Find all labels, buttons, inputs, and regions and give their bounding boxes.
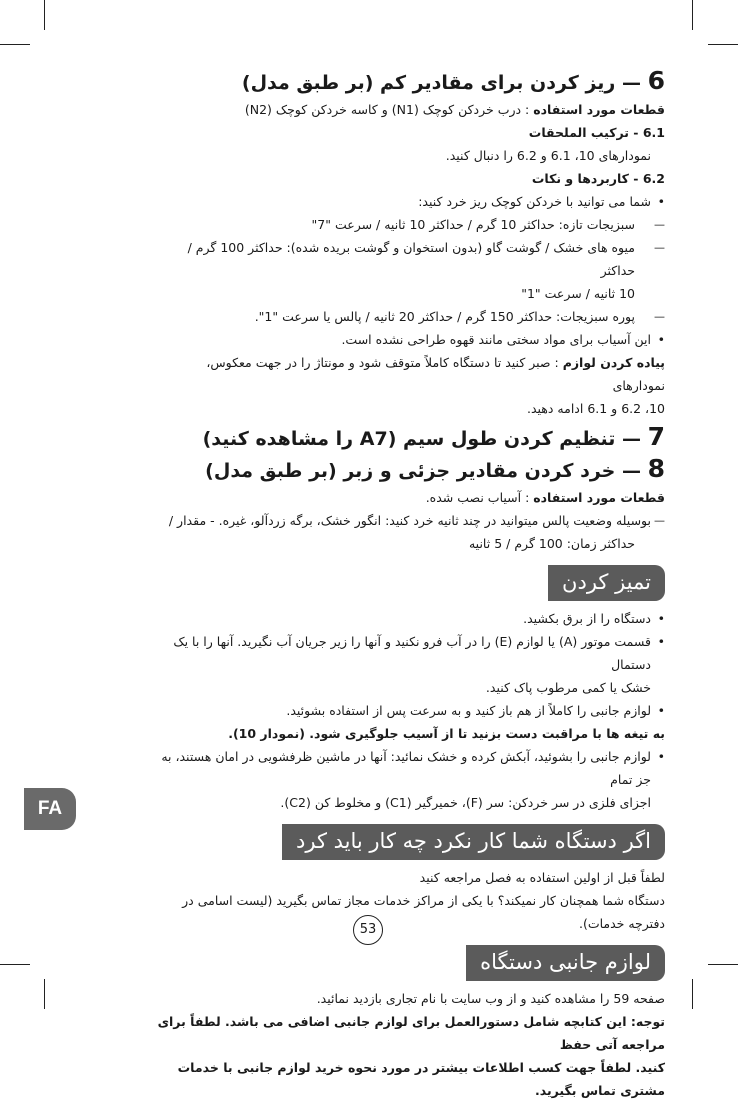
bullet-item-continued: خشک یا کمی مرطوب پاک کنید.: [485, 680, 651, 695]
page-number: 53: [353, 915, 383, 945]
accessories-line: صفحه 59 را مشاهده کنید و از وب سایت با نام تجاری بازدید نمائید.: [316, 991, 665, 1006]
section-6-parts: [150, 98, 665, 121]
section-8-number: 8: [647, 454, 665, 483]
crop-mark: [692, 0, 693, 30]
accessories-heading: لوازم جانبی دستگاه: [466, 945, 665, 981]
bullet-item: • این آسیاب برای مواد سختی مانند قهوه طراحی نشده است.: [150, 328, 665, 351]
section-7-heading: [150, 422, 665, 454]
dash-item: — میوه های خشک / گوشت گاو (بدون استخوان و گوشت بریده شده): حداکثر 100 گرم / حداکثر: [150, 236, 665, 282]
troubleshooting-heading: اگر دستگاه شما کار نکرد چه کار باید کرد: [282, 824, 665, 860]
section-8-title: — خرد کردن مقادیر جزئی و زبر (بر طبق مدل): [205, 460, 641, 482]
subsection-6-2-title: 6.2 - کاربردها و نکات: [531, 171, 665, 186]
crop-mark: [44, 0, 45, 30]
crop-mark: [0, 44, 30, 45]
dash-item-continued: حداکثر زمان: 100 گرم / 5 ثانیه: [468, 536, 635, 551]
dash-item: — بوسیله وضعیت پالس میتوانید در چند ثانیه خرد کنید: انگور خشک، برگه زردآلو، غیره. - مقدار /: [150, 509, 665, 532]
parts-label: قطعات مورد استفاده: [533, 102, 665, 117]
page-content: [150, 62, 665, 1102]
parts-text: : آسیاب نصب شده.: [425, 490, 530, 505]
dash-item: — پوره سبزیجات: حداکثر 150 گرم / حداکثر 20 ثانیه / پالس یا سرعت "1".: [150, 305, 665, 328]
troubleshooting-line: دستگاه شما همچنان کار نمیکند؟ با یکی از مراکز خدمات مجاز تماس بگیرید (لیست اسامی در دفترچه خدمات).: [182, 893, 665, 931]
crop-mark: [708, 44, 738, 45]
accessories-note-continued: کنید. لطفاً جهت کسب اطلاعات بیشتر در مورد نحوه خرید لوازم جانبی با خدمات مشتری تماس بگیرید.: [177, 1060, 665, 1098]
crop-mark: [692, 979, 693, 1009]
bullet-item: • دستگاه را از برق بکشید.: [150, 607, 665, 630]
disassembly-label: پیاده کردن لوازم: [562, 355, 665, 370]
section-6-title: — ریز کردن برای مقادیر کم (بر طبق مدل): [241, 72, 641, 94]
crop-mark: [44, 979, 45, 1009]
parts-label: قطعات مورد استفاده: [533, 490, 665, 505]
accessories-heading-bar: [150, 945, 665, 981]
subsection-6-1-text: نمودارهای 10، 6.1 و 6.2 را دنبال کنید.: [445, 148, 651, 163]
troubleshooting-line: لطفاً قبل از اولین استفاده به فصل مراجعه کنید: [419, 870, 665, 885]
section-7-title: — تنظیم کردن طول سیم (A7 را مشاهده کنید): [202, 428, 641, 450]
bullet-item: • قسمت موتور (A) یا لوازم (E) را در آب فرو نکنید و آنها را زیر جریان آب نگیرید. آنها را با یک دستمال: [150, 630, 665, 676]
cleaning-heading-bar: [150, 565, 665, 601]
section-6-heading: [150, 66, 665, 98]
section-8-parts: [150, 486, 665, 509]
disassembly-body: : صبر کنید تا دستگاه کاملاً متوقف شود و مونتاژ را در جهت معکوس، نمودارهای: [206, 355, 665, 393]
disassembly-continued: 10، 6.2 و 6.1 ادامه دهید.: [526, 401, 665, 416]
accessories-note: توجه: این کتابچه شامل دستورالعمل برای لوازم جانبی اضافی می باشد. لطفاً برای مراجعه آتی حفظ: [157, 1014, 665, 1052]
section-7-number: 7: [647, 422, 665, 451]
bullet-item: • لوازم جانبی را کاملاً از هم باز کنید و به سرعت پس از استفاده بشوئید.: [150, 699, 665, 722]
bullet-item-continued: اجزای فلزی در سر خردکن: سر (F)، خمیرگیر (C1) و مخلوط کن (C2).: [280, 795, 651, 810]
crop-mark: [708, 964, 738, 965]
blade-warning: به تیغه ها با مراقبت دست بزنید تا از آسیب جلوگیری شود. (نمودار 10).: [228, 726, 665, 741]
section-8-heading: [150, 454, 665, 486]
disassembly-text: [150, 351, 665, 397]
parts-text: : درب خردکن کوچک (N1) و کاسه خردکن کوچک (N2): [244, 102, 530, 117]
bullet-item: • شما می توانید با خردکن کوچک ریز خرد کنید:: [150, 190, 665, 213]
subsection-6-1-title: 6.1 - ترکیب الملحقات: [528, 125, 665, 140]
language-tab: FA: [24, 788, 76, 830]
bullet-item: • لوازم جانبی را بشوئید، آبکش کرده و خشک نمائید: آنها در ماشین ظرفشویی در امان هستند، به جز تمام: [150, 745, 665, 791]
troubleshooting-heading-bar: [150, 824, 665, 860]
cleaning-heading: تمیز کردن: [548, 565, 665, 601]
dash-item-continued: 10 ثانیه / سرعت "1": [521, 286, 635, 301]
crop-mark: [0, 964, 30, 965]
section-6-number: 6: [647, 66, 665, 95]
dash-item: — سبزیجات تازه: حداکثر 10 گرم / حداکثر 10 ثانیه / سرعت "7": [150, 213, 665, 236]
